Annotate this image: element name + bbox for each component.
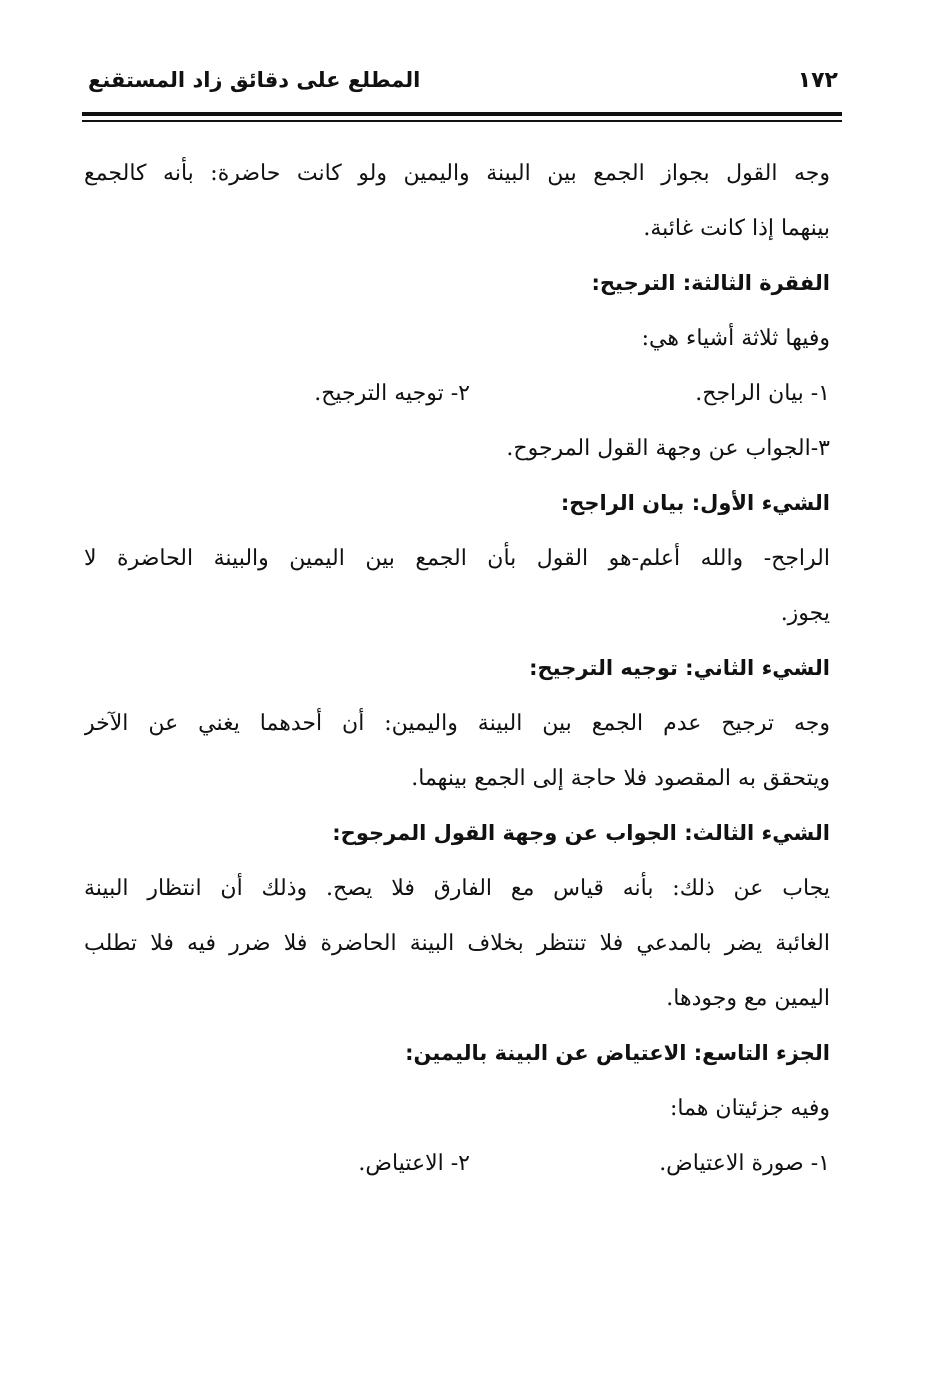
list-row	[84, 1136, 830, 1191]
list-item: ١- بيان الراجح.	[695, 381, 830, 406]
running-title: المطلع على دقائق زاد المستقنع	[88, 68, 421, 92]
list-item: ١- صورة الاعتياض.	[659, 1151, 830, 1176]
list-item: ٣-الجواب عن وجهة القول المرجوح.	[506, 436, 830, 461]
page-number: ١٧٢	[797, 68, 838, 93]
paragraph-line: وفيها ثلاثة أشياء هي:	[641, 326, 830, 351]
paragraph-line: وجه القول بجواز الجمع بين البينة واليمين ولو كانت حاضرة: بأنه كالجمع	[84, 161, 830, 186]
paragraph-line: يجوز.	[780, 601, 830, 626]
list-row	[84, 366, 830, 421]
section-heading: الفقرة الثالثة: الترجيح:	[591, 271, 830, 295]
list-item: ٢- الاعتياض.	[358, 1151, 470, 1176]
paragraph-line: ويتحقق به المقصود فلا حاجة إلى الجمع بينهما.	[411, 766, 830, 791]
paragraph-line: اليمين مع وجودها.	[666, 986, 830, 1011]
paragraph-line: وفيه جزئيتان هما:	[670, 1096, 830, 1121]
paragraph-line: بينهما إذا كانت غائبة.	[643, 216, 830, 241]
header-rule-thick	[82, 112, 842, 116]
paragraph-line: يجاب عن ذلك: بأنه قياس مع الفارق فلا يصح. وذلك أن انتظار البينة	[84, 876, 830, 901]
header-rule-thin	[82, 120, 842, 122]
paragraph-line: الغائبة يضر بالمدعي فلا تنتظر بخلاف البينة الحاضرة فلا ضرر فيه فلا تطلب	[84, 931, 830, 956]
paragraph-line: وجه ترجيح عدم الجمع بين البينة واليمين: أن أحدهما يغني عن الآخر	[84, 711, 830, 736]
section-heading: الشيء الأول: بيان الراجح:	[560, 491, 830, 515]
body-text	[84, 146, 830, 1191]
list-item: ٢- توجيه الترجيح.	[314, 381, 470, 406]
section-heading: الشيء الثاني: توجيه الترجيح:	[529, 656, 830, 680]
section-heading: الشيء الثالث: الجواب عن وجهة القول المرجوح:	[332, 821, 830, 845]
paragraph-line: الراجح- والله أعلم-هو القول بأن الجمع بين اليمين والبينة الحاضرة لا	[84, 546, 830, 571]
section-heading: الجزء التاسع: الاعتياض عن البينة باليمين:	[405, 1041, 830, 1065]
page-header	[82, 66, 842, 106]
